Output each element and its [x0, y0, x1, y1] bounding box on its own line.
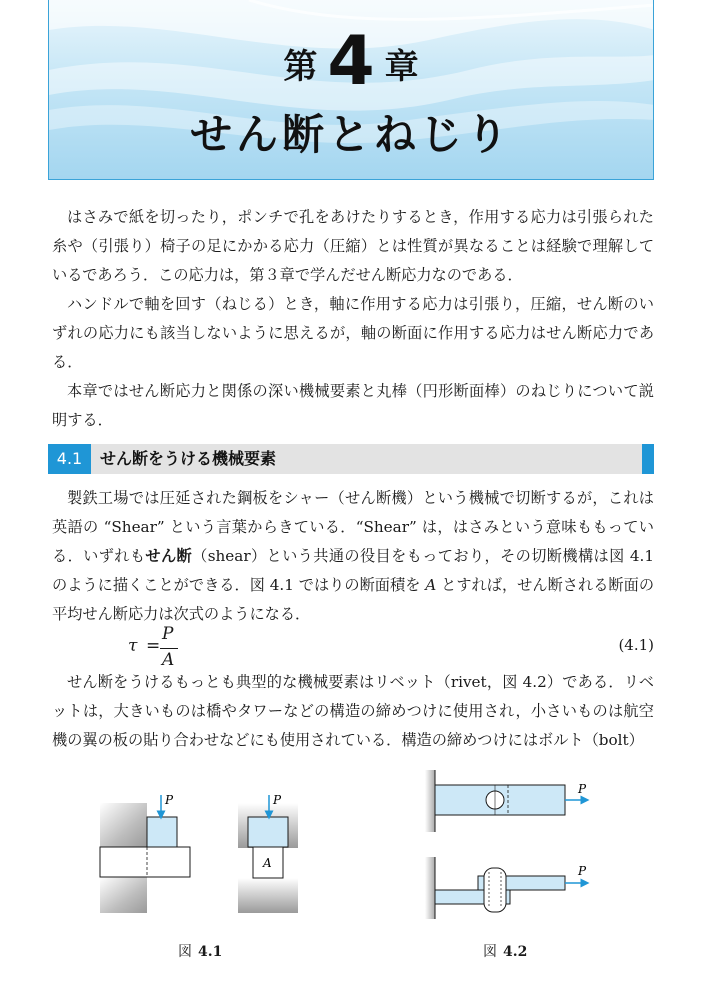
chapter-number: 4	[327, 22, 375, 101]
area-variable: A	[425, 576, 437, 594]
lower-die	[100, 877, 147, 913]
figure-4-1-caption	[178, 941, 222, 961]
body-text-part-c: とすれば，せん断される断面の平均せん断応力は次式のようになる．	[52, 576, 655, 623]
section-number: 4.1	[48, 444, 91, 474]
intro-paragraph-3: 本章ではせん断応力と関係の深い機械要素と丸棒（円形断面棒）のねじりについて説明する．	[52, 382, 654, 429]
wall-top	[425, 770, 435, 832]
area-label: A	[263, 856, 272, 870]
body-paragraph-2: せん断をうけるもっとも典型的な機械要素はリベット（rivet，図 4.2）である．リベットは，大きいものは橋やタワーなどの構造の締めつけに使用され，小さいものは航空機の翼の板の貼り合わせなどにも使用されている．構造の締めつけにはボルト（bolt）	[52, 673, 654, 749]
intro-paragraph-2: ハンドルで軸を回す（ねじる）とき，軸に作用する応力は引張り，圧縮，せん断のいずれの応力にも該当しないように思えるが，軸の断面に作用する応力はせん断応力である．	[52, 295, 654, 371]
intro-paragraph-1: はさみで紙を切ったり，ポンチで孔をあけたりするとき，作用する応力は引張られた糸や（引張り）椅子の足にかかる応力（圧縮）とは性質が異なることは経験で理解しているであろう．この応力は，第３章で学んだせん断応力なのである．	[52, 208, 654, 284]
section-heading	[48, 444, 654, 474]
fraction-bar	[160, 648, 178, 649]
chapter-suffix: 章	[384, 47, 419, 87]
section-edge-marker	[642, 444, 654, 474]
force-label-left: P	[165, 793, 174, 807]
caption-number: 4.1	[198, 944, 223, 960]
equation-equals: =	[146, 636, 161, 656]
equation-label: (4.1)	[618, 636, 654, 654]
wall-bottom	[425, 857, 435, 919]
upper-die	[100, 803, 147, 847]
equation-lhs: τ	[128, 636, 138, 656]
force-label-right: P	[273, 793, 282, 807]
sheet-plate	[100, 847, 190, 877]
chapter-prefix: 第	[283, 47, 318, 87]
caption-prefix: 図	[483, 944, 497, 960]
rivet-body	[484, 868, 506, 912]
caption-number: 4.2	[503, 944, 528, 960]
force-label-top: P	[578, 782, 587, 796]
chapter-header	[48, 0, 654, 180]
caption-prefix: 図	[178, 944, 192, 960]
figure-4-2-caption	[483, 941, 527, 961]
body-text-part-b: （shear）という共通の役目をもっており，その切断機構は図 4.1 のように描くことができる．図 4.1 ではりの断面積を	[52, 547, 655, 594]
equation-numerator: P	[162, 624, 174, 644]
figure-4-2	[420, 765, 610, 925]
punch-block-right	[248, 817, 288, 847]
section-title: せん断をうける機械要素	[100, 449, 277, 468]
key-term-shear: せん断	[145, 547, 193, 565]
equation-denominator: A	[162, 650, 175, 670]
chapter-label	[49, 22, 653, 101]
figure-4-1	[95, 785, 305, 920]
chapter-title: せん断とねじり	[189, 110, 512, 159]
force-label-bottom: P	[578, 864, 587, 878]
body-paragraph-1	[52, 484, 654, 629]
punch-block	[147, 817, 177, 847]
body-text-part-a: 製鉄工場では圧延された鋼板をシャー（せん断機）という機械で切断するが，これは英語の “Shear” という言葉からきている．“Shear” は，はさみという意味ももっている．いずれも	[52, 489, 654, 565]
lower-die-right	[238, 878, 298, 913]
